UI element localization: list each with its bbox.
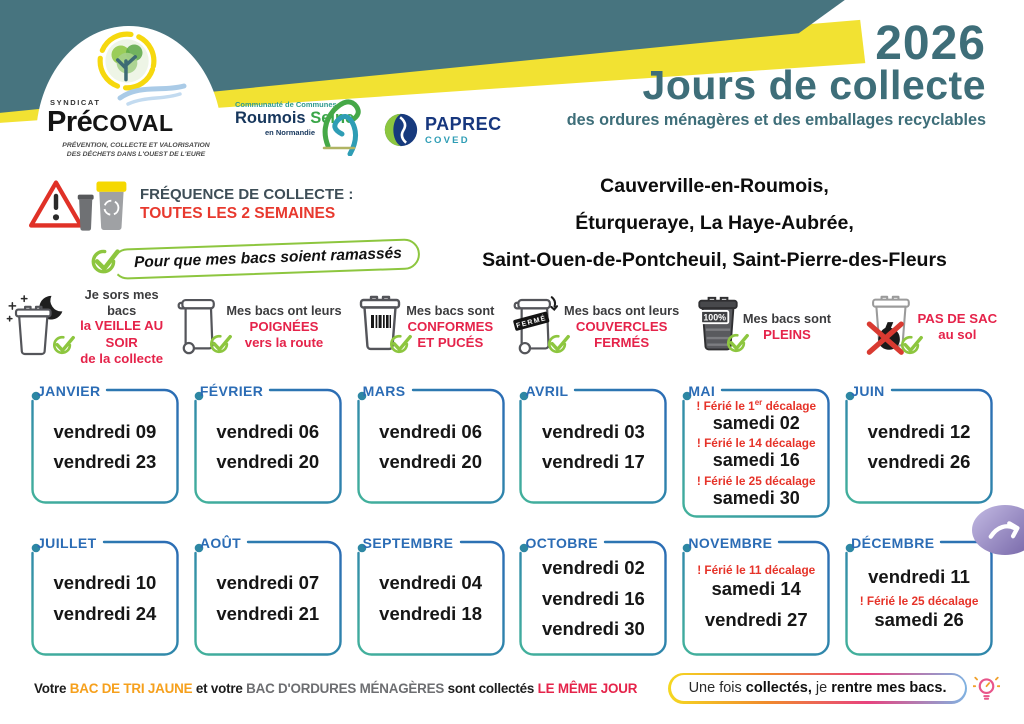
collection-date: samedi 26 <box>874 608 964 630</box>
months-row-1 <box>30 381 994 519</box>
tip <box>6 287 174 367</box>
collection-date: vendredi 26 <box>867 451 971 472</box>
month-entries <box>844 533 994 657</box>
reminder-text: Une fois collectés, je rentre mes bacs. <box>671 675 965 701</box>
tip-intro: Je sors mes bacs <box>84 287 159 318</box>
collection-date: vendredi 07 <box>216 572 320 594</box>
tip-highlight: FERMÉS <box>594 334 650 350</box>
bin-full-icon <box>696 296 740 359</box>
paprec-coved-logo: PAPREC COVED <box>384 113 502 147</box>
tip-text <box>406 303 494 351</box>
month-title: JUILLET <box>37 534 97 551</box>
month-entries <box>356 381 506 505</box>
tips-banner-text: Pour que mes bacs soient ramassés <box>112 238 421 280</box>
month-title: AOÛT <box>199 534 242 551</box>
tip <box>511 295 679 360</box>
yellow-bin-label: BAC DE TRI JAUNE <box>69 680 193 696</box>
page-title: Jours de collecte <box>642 62 986 109</box>
tip-text <box>226 303 341 351</box>
frequency-value: TOUTES LES 2 SEMAINES <box>140 204 336 222</box>
bins-icon <box>74 172 132 236</box>
month-title: SEPTEMBRE <box>362 534 454 551</box>
month-entries <box>681 381 831 519</box>
collection-date: vendredi 11 <box>868 566 970 588</box>
collection-date: vendredi 16 <box>541 587 645 609</box>
collection-date: vendredi 24 <box>53 602 157 624</box>
collection-date: samedi 02 <box>712 412 800 433</box>
commune-line: Saint-Ouen-de-Pontcheuil, Saint-Pierre-des-Fleurs <box>482 249 947 271</box>
collection-date: vendredi 12 <box>867 420 971 442</box>
river-icon <box>116 82 188 108</box>
holiday-note: ! Férié le 1er décalage <box>696 398 817 413</box>
month-entries <box>518 381 668 505</box>
bin-closed-lid-icon <box>511 295 561 360</box>
tip-highlight: ET PUCÉS <box>417 334 484 350</box>
month-title: NOVEMBRE <box>688 534 773 551</box>
tip <box>343 295 511 360</box>
tip <box>174 295 342 360</box>
month-entries <box>356 533 506 657</box>
frequency-warning <box>26 172 353 236</box>
tip-highlight: au sol <box>938 327 977 342</box>
month-card-novembre <box>681 533 831 657</box>
svg-text:FERMÉ: FERMÉ <box>515 314 548 330</box>
title-block <box>566 17 986 130</box>
year: 2026 <box>875 17 986 70</box>
month-title: JANVIER <box>37 383 101 399</box>
precoval-name: Pré COVAL <box>47 106 174 138</box>
collection-date: vendredi 17 <box>541 451 645 472</box>
frequency-label: FRÉQUENCE DE COLLECTE : <box>140 185 354 203</box>
bin-night-icon <box>6 294 66 361</box>
header <box>0 0 1024 166</box>
collection-date: samedi 30 <box>712 488 800 509</box>
check-icon <box>724 332 749 360</box>
collection-date: vendredi 30 <box>541 617 645 639</box>
month-card-septembre <box>356 533 506 657</box>
month-entries <box>30 533 180 657</box>
tip-highlight: de la collecte <box>80 350 164 366</box>
collection-date: vendredi 04 <box>379 572 482 594</box>
month-title: AVRIL <box>525 383 569 399</box>
roumois-seine-logo: Communauté de Communes Roumois Seine en Normandie <box>235 100 355 138</box>
roumois-swoosh-icon <box>318 96 364 156</box>
month-card-octobre <box>518 533 668 657</box>
month-entries <box>518 533 668 657</box>
tip-intro: Mes bacs ont leurs <box>226 303 342 319</box>
months-row-2 <box>30 533 994 657</box>
collection-date: samedi 16 <box>712 450 800 471</box>
bin-barcode-icon <box>359 295 403 360</box>
check-icon <box>545 333 570 361</box>
holiday-note: ! Férié le 25 décalage <box>859 593 979 608</box>
footer <box>34 673 1000 704</box>
tip-text <box>743 311 831 343</box>
tip <box>848 294 1016 361</box>
tip-intro: Mes bacs ont leurs <box>564 303 680 319</box>
collection-date: vendredi 20 <box>216 451 320 472</box>
tip-highlight: PAS DE SAC <box>917 310 998 326</box>
tip-highlight: COUVERCLES <box>575 318 668 334</box>
same-day-label: LE MÊME JOUR <box>537 680 638 696</box>
arrow-right-icon <box>986 515 1024 545</box>
month-entries <box>193 533 343 657</box>
month-card-décembre <box>844 533 994 657</box>
collection-date: vendredi 10 <box>53 572 157 594</box>
month-title: OCTOBRE <box>525 534 599 551</box>
paprec-globe-icon <box>384 113 418 147</box>
bin-no-bag-icon <box>866 294 914 361</box>
tips-banner <box>87 236 420 283</box>
collection-date: samedi 14 <box>711 578 801 600</box>
tip-highlight: POIGNÉES <box>249 318 319 334</box>
collection-date: vendredi 06 <box>216 420 320 442</box>
month-entries <box>681 533 831 657</box>
tip-highlight: PLEINS <box>763 326 811 342</box>
month-entries <box>30 381 180 505</box>
month-card-juillet <box>30 533 180 657</box>
tip <box>679 296 847 359</box>
tip-highlight: la VEILLE AU SOIR <box>80 318 164 350</box>
tip-text <box>917 311 997 343</box>
tips-row <box>0 283 1024 371</box>
svg-text:100%: 100% <box>703 311 726 322</box>
lightbulb-icon <box>973 673 1000 703</box>
tip-highlight: vers la route <box>244 334 324 350</box>
household-bin-label: BAC D'ORDURES MÉNAGÈRES <box>246 680 445 696</box>
holiday-note: ! Férié le 11 décalage <box>697 563 816 578</box>
month-card-mars <box>356 381 506 505</box>
calendar <box>0 371 1024 657</box>
month-title: MARS <box>362 383 406 399</box>
collection-date: vendredi 20 <box>379 451 482 472</box>
tip-text <box>69 287 174 367</box>
collection-date: vendredi 21 <box>216 602 320 624</box>
check-icon <box>50 334 75 362</box>
collection-date: vendredi 09 <box>53 420 157 442</box>
commune-line: Cauverville-en-Roumois, <box>600 175 829 197</box>
month-title: JUIN <box>851 383 885 399</box>
syndicat-label: SYNDICAT <box>50 98 101 107</box>
month-card-juin <box>844 381 994 505</box>
holiday-note: ! Férié le 25 décalage <box>696 474 816 489</box>
info-row <box>0 166 1024 283</box>
month-card-janvier <box>30 381 180 505</box>
collection-date: vendredi 27 <box>704 608 808 630</box>
collection-date: vendredi 06 <box>379 420 482 442</box>
check-icon <box>898 334 923 362</box>
month-title: FÉVRIER <box>199 383 264 399</box>
page-subtitle: des ordures ménagères et des emballages recyclables <box>566 111 986 130</box>
communes-list <box>415 168 1014 279</box>
month-title: MAI <box>688 383 716 399</box>
month-entries <box>844 381 994 505</box>
month-card-avril <box>518 381 668 505</box>
collection-date: vendredi 02 <box>541 557 645 579</box>
check-icon <box>387 333 412 361</box>
tip-text <box>564 303 679 351</box>
holiday-note: ! Férié le 14 décalage <box>696 436 816 451</box>
tip-intro: Mes bacs sont <box>742 311 832 327</box>
collection-date: vendredi 03 <box>541 420 645 442</box>
tip-highlight: CONFORMES <box>407 318 494 334</box>
commune-line: Éturqueraye, La Haye-Aubrée, <box>575 212 854 234</box>
month-entries <box>193 381 343 505</box>
precoval-tagline: PRÉVENTION, COLLECTE ET VALORISATION DES DÉCHETS DANS L'OUEST DE L'EURE <box>62 142 210 158</box>
reminder-pill <box>668 673 1000 704</box>
month-title: DÉCEMBRE <box>851 534 935 551</box>
check-icon <box>87 247 120 283</box>
month-card-août <box>193 533 343 657</box>
check-icon <box>207 333 232 361</box>
tip-intro: Mes bacs sont <box>406 303 495 319</box>
month-card-mai <box>681 381 831 519</box>
collection-date: vendredi 23 <box>53 451 157 472</box>
month-card-février <box>193 381 343 505</box>
same-day-note: Votre BAC DE TRI JAUNE et votre BAC D'ORDURES MÉNAGÈRES sont collectés LE MÊME JOUR <box>34 680 638 696</box>
collection-date: vendredi 18 <box>379 602 482 624</box>
bin-handles-icon <box>175 295 223 360</box>
